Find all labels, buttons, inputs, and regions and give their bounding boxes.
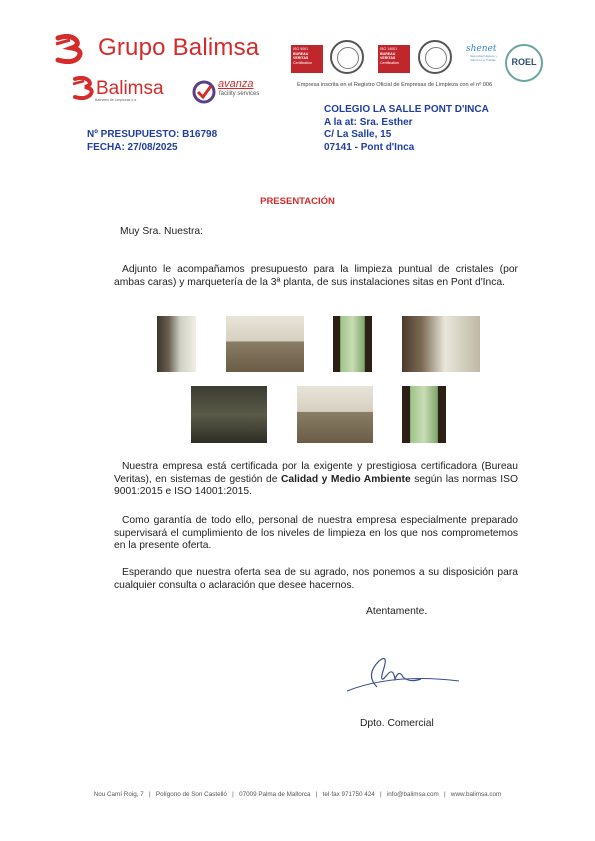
company-tagline: Baleares de Limpiezas s.a. <box>95 98 138 102</box>
page-title: PRESENTACIÓN <box>260 196 335 207</box>
partner-tagline: facility services <box>219 91 260 97</box>
paragraph-certification: Nuestra empresa está certificada por la exigente y prestigiosa certificadora (Bureau Veritas), en sistemas de gestión de Calidad y Medio Ambiente según las normas ISO 9001:2015 e ISO 14001:2015. <box>114 461 519 498</box>
window-photo <box>402 386 446 443</box>
balimsa-logo-icon <box>72 76 98 100</box>
avanza-logo-icon <box>192 80 216 104</box>
footer-contact: Nou Camí Roig, 7 | Polígono de Son Castelló | 07009 Palma de Mallorca | tel·fax 971750 424 | info@balimsa.com | www.balimsa.com <box>93 791 502 798</box>
bureau-veritas-seal-icon <box>418 40 452 74</box>
paragraph-intro: Adjunto le acompañamos presupuesto para la limpieza puntual de cristales (por ambas caras) y marquetería de la 3ª planta, de sus instalaciones sitas en Pont d'Inca. <box>114 264 518 288</box>
registry-note: Empresa inscrita en el Registro Oficial de Empresas de Limpieza con el nº 006 <box>297 82 493 88</box>
paragraph-closing: Esperando que nuestra oferta sea de su agrado, nos ponemos a su disposición para cualquier consulta o aclaración que desee hacernos. <box>114 567 518 591</box>
paragraph-guarantee: Como garantía de todo ello, personal de nuestra empresa especialmente preparado supervisará el cumplimiento de los niveles de limpieza en los que nos comprometemos en la presente oferta. <box>114 515 518 552</box>
budget-number: Nº PRESUPUESTO: B16798 <box>87 129 218 140</box>
classroom-photo <box>297 386 373 443</box>
group-brand-name: Grupo Balimsa <box>98 34 260 61</box>
bureau-veritas-seal-icon <box>330 40 364 74</box>
recipient-attention: A la at: Sra. Esther <box>324 116 413 128</box>
window-photo <box>333 316 372 372</box>
budget-date: FECHA: 27/08/2025 <box>87 141 178 153</box>
shenet-logo: shenet <box>466 44 497 54</box>
recipient-city: 07141 - Pont d'Inca <box>324 141 415 153</box>
quality-environment-highlight: Calidad y Medio Ambiente <box>280 473 411 485</box>
iso14001-cert-badge: ISO 14001 BUREAU VERITAS Certification <box>378 45 410 73</box>
department-name: Dpto. Comercial <box>360 718 434 729</box>
shenet-subtitle: Seguridad Higiene y Salud en el Trabajo <box>470 54 498 62</box>
classroom-photo <box>191 386 267 443</box>
closing-text: Atentamente. <box>366 606 428 617</box>
recipient-street: C/ La Salle, 15 <box>324 129 392 140</box>
budget-block <box>87 129 217 154</box>
recipient-name: COLEGIO LA SALLE PONT D'INCA <box>324 104 489 115</box>
salutation: Muy Sra. Nuestra: <box>120 226 203 237</box>
roel-logo-icon: ROEL <box>505 44 543 82</box>
signature-image <box>343 645 463 697</box>
partner-brand-name: avanza <box>218 78 254 90</box>
iso9001-cert-badge: ISO 9001 BUREAU VERITAS Certification <box>291 45 323 73</box>
room-photo <box>157 316 196 372</box>
hallway-photo <box>402 316 480 372</box>
grupo-balimsa-logo-icon <box>54 34 88 64</box>
company-brand-name: Balimsa <box>96 78 164 99</box>
classroom-photo <box>226 316 304 372</box>
recipient-block <box>324 104 489 154</box>
